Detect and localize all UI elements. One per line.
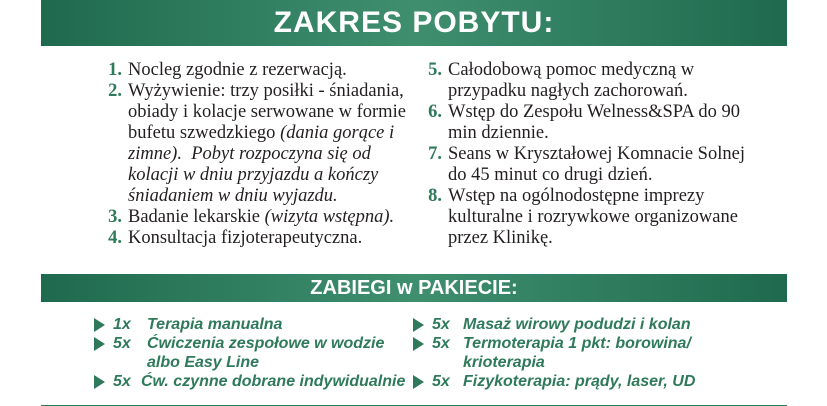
- item-text: Całodobową pomoc medyczną w przypadku nagłych zachorowań.: [448, 60, 695, 101]
- treatments-title: ZABIEGI w PAKIECIE:: [310, 277, 518, 299]
- arrow-right-icon: [94, 375, 105, 389]
- list-item: [420, 144, 750, 186]
- treatment-name: Terapia manualna: [147, 316, 283, 333]
- treatment-count: 5x: [432, 373, 450, 390]
- item-number: 1.: [108, 60, 122, 80]
- item-number: 7.: [428, 144, 442, 164]
- item-number: 2.: [108, 81, 122, 101]
- list-item: [420, 186, 750, 249]
- treatment-name-cont: krioterapia: [463, 354, 545, 371]
- treatments-banner: [41, 274, 787, 302]
- list-item: [420, 60, 750, 102]
- list-item: [420, 102, 750, 144]
- item-number: 4.: [108, 228, 122, 248]
- item-note: Pobyt rozpoczyna się od kolacji w dniu przyjazdu a kończy śniadaniem w dniu wyjazdu.: [128, 144, 379, 206]
- item-text-main: Badanie lekarskie: [128, 207, 261, 227]
- treatment-count: 5x: [113, 335, 131, 352]
- item-text: Nocleg zgodnie z rezerwacją.: [128, 60, 347, 80]
- list-item: [100, 207, 410, 228]
- treatment-count: 5x: [432, 316, 450, 333]
- treatment-name: Fizykoterapia: prądy, laser, UD: [463, 373, 696, 390]
- item-text: [128, 81, 410, 207]
- scope-list-left: [100, 60, 410, 249]
- item-number: 8.: [428, 186, 442, 206]
- list-item: [100, 228, 410, 249]
- treatment-name: Ćw. czynne dobrane indywidualnie: [141, 373, 406, 390]
- item-text: [128, 207, 410, 228]
- arrow-right-icon: [413, 337, 424, 351]
- item-text-italic: (wizyta wstępna).: [264, 207, 395, 227]
- arrow-right-icon: [94, 318, 105, 332]
- treatment-name: Masaż wirowy podudzi i kolan: [463, 316, 691, 333]
- item-text: Konsultacja fizjoterapeutyczna.: [128, 228, 363, 248]
- arrow-right-icon: [413, 375, 424, 389]
- item-text: Wstęp do Zespołu Welness&SPA do 90 min dziennie.: [448, 102, 740, 143]
- treatment-name: Termoterapia 1 pkt: borowina/: [463, 335, 691, 352]
- arrow-right-icon: [94, 337, 105, 351]
- treatment-name: Ćwiczenia zespołowe w wodzie: [147, 335, 385, 352]
- arrow-right-icon: [413, 318, 424, 332]
- list-item: [100, 81, 410, 207]
- treatment-count: 5x: [113, 373, 131, 390]
- item-number: 3.: [108, 207, 122, 227]
- scope-banner: [41, 0, 787, 46]
- item-text-main: Wyżywienie: trzy posiłki - śniadania, obiady i kolacje serwowane w formie bufetu szwedzkiego: [128, 81, 406, 143]
- list-item: [100, 60, 410, 81]
- item-text-italic: (dania gorące i zimne).: [128, 123, 395, 164]
- item-number: 5.: [428, 60, 442, 80]
- scope-list-right: [420, 60, 750, 249]
- scope-title: ZAKRES POBYTU:: [273, 6, 555, 39]
- item-text: Wstęp na ogólnodostępne imprezy kulturalne i rozrywkowe organizowane przez Klinikę.: [448, 186, 738, 248]
- treatment-name-cont: albo Easy Line: [147, 354, 260, 371]
- treatment-count: 1x: [113, 316, 131, 333]
- item-text: Seans w Kryształowej Komnacie Solnej do 45 minut co drugi dzień.: [448, 144, 745, 185]
- item-number: 6.: [428, 102, 442, 122]
- treatment-count: 5x: [432, 335, 450, 352]
